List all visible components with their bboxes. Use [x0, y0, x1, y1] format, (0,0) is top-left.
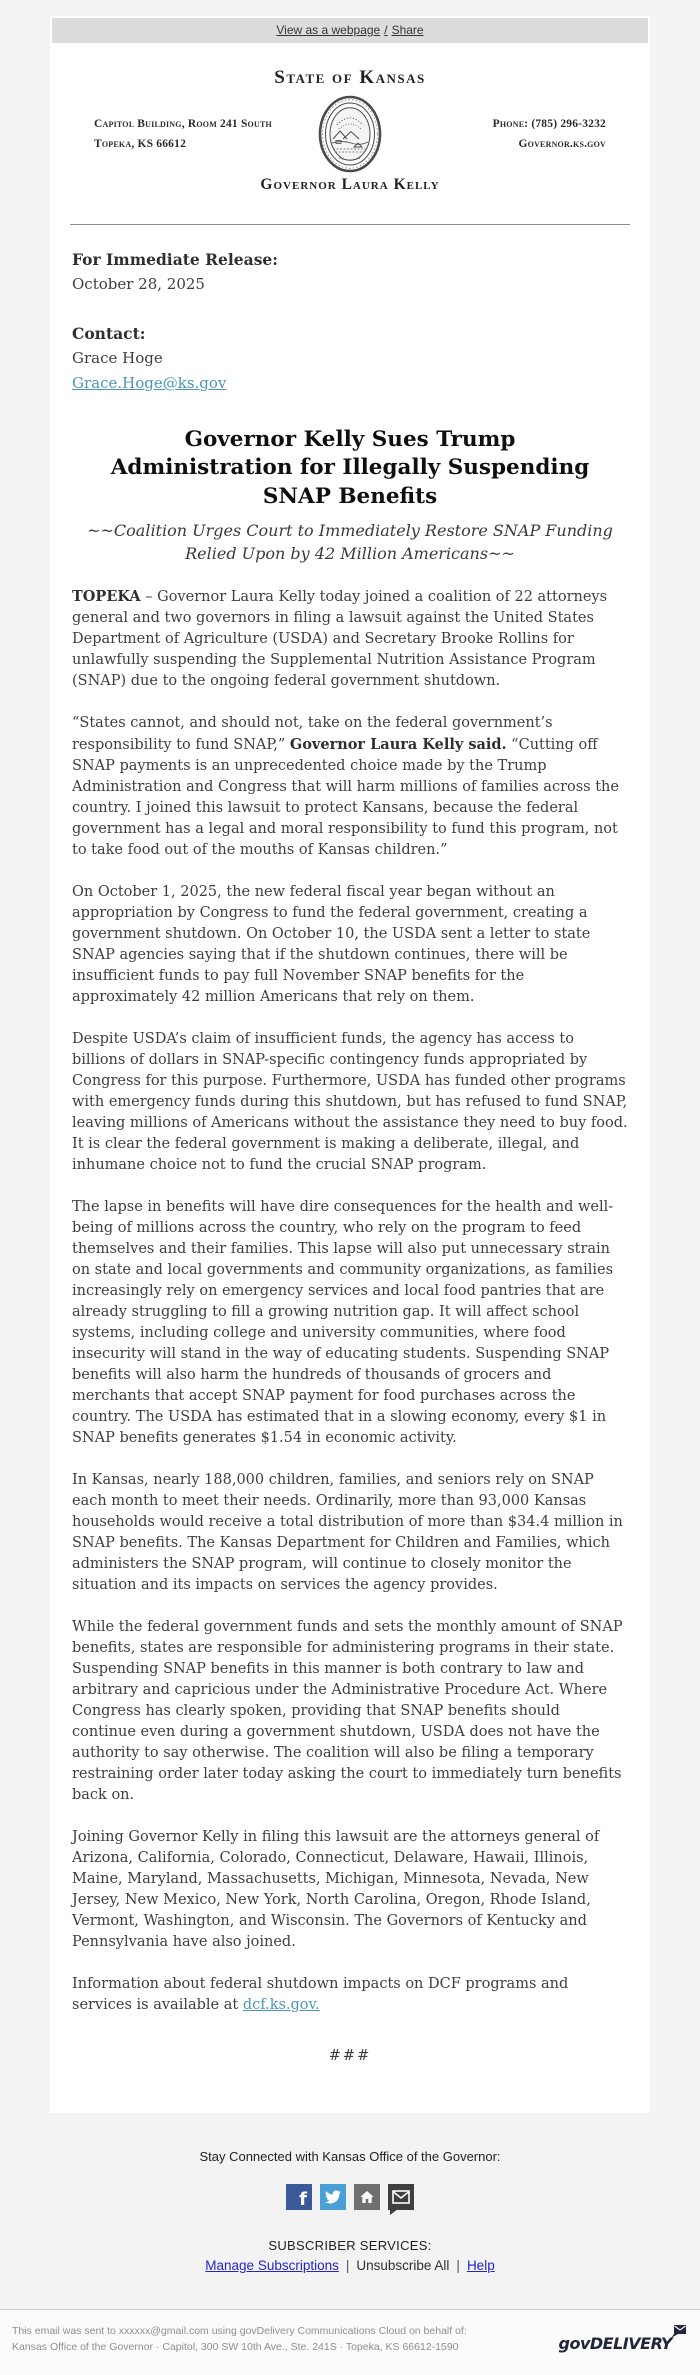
- help-link[interactable]: Help: [466, 2257, 495, 2273]
- contact-name: Grace Hoge: [72, 349, 163, 367]
- email-envelope-icon[interactable]: [388, 2184, 414, 2210]
- body-paragraph: “States cannot, and should not, take on the federal government’s responsibility to fund SNAP,” Governor Laura Kelly said. “Cutting off SNAP payments is an unprecedented choice made by the Trump Administration and Congress that will harm millions of families across the country. I joined this lawsuit to protect Kansans, because the federal government has a legal and moral responsibility to fund this program, not to take food out of the mouths of Kansas children.”: [72, 714, 619, 858]
- social-icons: [0, 2184, 700, 2210]
- delivery-bar: [0, 2309, 700, 2375]
- governor-name: Governor Laura Kelly: [260, 176, 440, 193]
- body-paragraph: The lapse in benefits will have dire consequences for the health and well-being of millions across the country, who rely on the program to feed themselves and their families. This lapse will also put unnecessary strain on state and local governments and community organizations, as families increasingly rely on emergency services and local food pantries that are already struggling to fill a growing nutrition gap. It will affect school systems, including college and university communities, where food insecurity will stand in the way of educating students. Suspending SNAP benefits will also harm the hundreds of thousands of grocers and merchants that accept SNAP payment for food purchases across the country. The USDA has estimated that in a slowing economy, every $1 in SNAP benefits generates $1.54 in economic activity.: [72, 1198, 614, 1446]
- body-paragraph: TOPEKA – Governor Laura Kelly today joined a coalition of 22 attorneys general and two governors in filing a lawsuit against the United States Department of Agriculture (USDA) and Secretary Brooke Rollins for unlawfully suspending the Supplemental Nutrition Assistance Program (SNAP) due to the ongoing federal government shutdown.: [72, 587, 608, 689]
- fine-print: This email was sent to xxxxxx@gmail.com using govDelivery Communications Cloud on behalf of: Kansas Office of the Governor · Capitol, 300 SW 10th Ave., Ste. 241S · Topeka, KS 66612-1590: [12, 2324, 467, 2353]
- phone-line: Phone: (785) 296-3232: [492, 117, 606, 130]
- inline-link[interactable]: dcf.ks.gov.: [242, 1996, 320, 2013]
- address-line-2: Topeka, KS 66612: [94, 138, 187, 150]
- body-paragraph: Joining Governor Kelly in filing this lawsuit are the attorneys general of Arizona, California, Colorado, Connecticut, Delaware, Hawaii, Illinois, Maine, Maryland, Massachusetts, Michigan, Minnesota, Nevada, New Jersey, New Mexico, New York, North Carolina, Oregon, Rhode Island, Vermont, Washington, and Wisconsin. The Governors of Kentucky and Pennsylvania have also joined.: [72, 1828, 600, 1950]
- view-as-webpage-link[interactable]: View as a webpage: [276, 23, 381, 37]
- subscriber-links: [0, 2258, 700, 2273]
- letterhead-address: [94, 114, 294, 154]
- share-link[interactable]: Share: [391, 23, 424, 37]
- press-release-body: [50, 225, 650, 2113]
- body-paragraph: In Kansas, nearly 188,000 children, families, and seniors rely on SNAP each month to meet their needs. Ordinarily, more than 93,000 Kansas households would receive a total distribution of more than $34.4 million in SNAP benefits. The Kansas Department for Children and Families, which administers the SNAP program, will continue to closely monitor the situation and its impacts on services the agency provides.: [72, 1471, 623, 1593]
- facebook-icon[interactable]: f: [286, 2184, 312, 2210]
- stay-connected-text: Stay Connected with Kansas Office of the Governor:: [199, 2148, 501, 2164]
- footer: [0, 2113, 700, 2375]
- link-separator: |: [345, 2257, 350, 2273]
- topbar-separator: /: [384, 23, 388, 37]
- body-paragraph: Despite USDA’s claim of insufficient funds, the agency has access to billions of dollars in SNAP-specific contingency funds appropriated by Congress for this purpose. Furthermore, USDA has funded other programs with emergency funds during this shutdown, but has refused to fund SNAP, leaving millions of Americans without the assistance they need to buy food. It is clear the federal government is making a deliberate, illegal, and inhumane choice not to fund the crucial SNAP program.: [72, 1030, 628, 1173]
- release-date: October 28, 2025: [72, 275, 205, 293]
- subheadline-line-2: Relied Upon by 42 Million Americans~~: [185, 543, 515, 563]
- body-paragraph: Information about federal shutdown impacts on DCF programs and services is available at dcf.ks.gov.: [72, 1975, 569, 2013]
- manage-subscriptions-link[interactable]: Manage Subscriptions: [205, 2257, 339, 2273]
- headline: Governor Kelly Sues Trump Administration for Illegally Suspending SNAP Benefits: [110, 427, 590, 509]
- letterhead-row: [50, 89, 650, 173]
- body-paragraph: On October 1, 2025, the new federal fiscal year began without an appropriation by Congress to fund the federal government, creating a government shutdown. On October 10, the USDA sent a letter to state SNAP agencies saying that if the shutdown continues, there will be insufficient funds to pay full November SNAP benefits for the approximately 42 million Americans that rely on them.: [72, 883, 591, 1005]
- govdelivery-logo: [559, 2334, 688, 2354]
- home-icon[interactable]: [354, 2184, 380, 2210]
- subscriber-services-label: SUBSCRIBER SERVICES:: [268, 2237, 432, 2253]
- subheadline-line-1: ~~Coalition Urges Court to Immediately Restore SNAP Funding: [87, 521, 613, 541]
- website-line: Governor.ks.gov: [518, 138, 606, 150]
- link-separator: |: [456, 2257, 460, 2273]
- body-paragraph: While the federal government funds and sets the monthly amount of SNAP benefits, states are responsible for administering programs in their state. Suspending SNAP benefits in this manner is both contrary to law and arbitrary and capricious under the Administrative Procedure Act. Where Congress has clearly spoken, providing that SNAP benefits should continue even during a government shutdown, USDA does not have the authority to say otherwise. The coalition will also be filing a temporary restraining order later today asking the court to immediately turn benefits back on.: [72, 1618, 623, 1803]
- letterhead-contact: [406, 114, 606, 154]
- kansas-state-seal-icon: [318, 95, 382, 173]
- release-label: For Immediate Release:: [72, 250, 279, 269]
- top-spacer: [0, 0, 700, 16]
- contact-label: Contact:: [72, 324, 146, 343]
- email-container: [50, 16, 650, 2113]
- govdelivery-envelope-icon: [671, 2325, 686, 2338]
- twitter-icon[interactable]: [320, 2184, 346, 2210]
- letterhead: [50, 43, 650, 194]
- webversion-bar: [52, 18, 648, 43]
- end-mark: ###: [328, 2047, 372, 2064]
- state-title: State of Kansas: [274, 67, 426, 88]
- subheadline: [72, 520, 628, 565]
- govdelivery-logo-text: govDELIVERY: [558, 2333, 672, 2353]
- contact-email-link[interactable]: Grace.Hoge@ks.gov: [72, 374, 227, 392]
- unsubscribe-all-link[interactable]: Unsubscribe All: [356, 2257, 450, 2273]
- address-line-1: Capitol Building, Room 241 South: [94, 117, 272, 130]
